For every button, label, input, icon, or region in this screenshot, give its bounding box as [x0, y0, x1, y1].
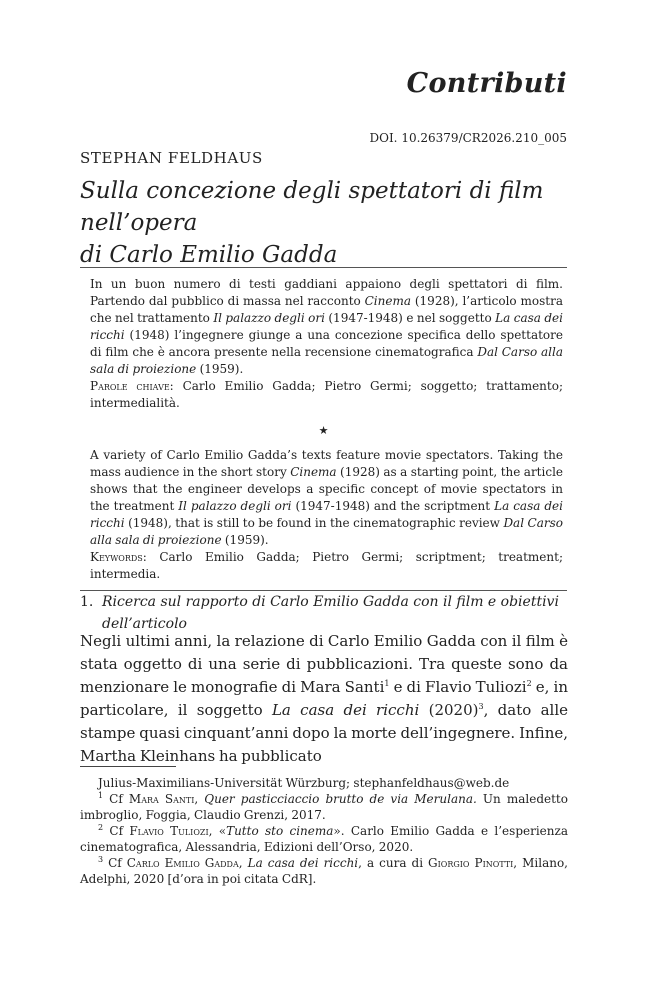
footnotes	[80, 775, 568, 887]
article-title-line-1: Sulla concezione degli spettatori di film nell’opera	[80, 178, 544, 236]
keywords-it: Carlo Emilio Gadda; Pietro Germi; soggetto; trattamento; intermedialità.	[90, 379, 563, 410]
keywords-label-en: Keywords:	[90, 550, 147, 564]
abstract-italian: In un buon numero di testi gaddiani appaiono degli spettatori di film. Partendo dal pubblico di massa nel racconto Cinema (1928), l’articolo mostra che nel trattamento Il palazzo degli ori (1947-1948) e nel soggetto La casa dei ricchi (1948) l’ingegnere giunge a una concezione specifica dello spettatore di film che è ancora presente nella recensione cinematografica Dal Carso alla sala di proiezione (1959). Parole chiave: Carlo Emilio Gadda; Pietro Germi; soggetto; trattamento; intermedialità.	[90, 277, 563, 410]
abstract-english: A variety of Carlo Emilio Gadda’s texts feature movie spectators. Taking the mass audience in the short story Cinema (1928) as a starting point, the article shows that the engineer develops a specific concept of movie spectators in the treatment Il palazzo degli ori (1947-1948) and the scriptment La casa dei ricchi (1948), that is still to be found in the cinematographic review Dal Carso alla sala di proiezione (1959). Keywords: Carlo Emilio Gadda; Pietro Germi; scriptment; treatment; intermedia.	[90, 448, 564, 581]
section-heading-text: Ricerca sul rapporto di Carlo Emilio Gadda con il film e obiettivi dell’articolo	[102, 594, 559, 632]
article-title-line-2: di Carlo Emilio Gadda	[80, 242, 338, 268]
footnote-ref-1[interactable]: 1	[384, 679, 390, 688]
author-name: STEPHAN FELDHAUS	[80, 149, 263, 167]
keywords-en: Carlo Emilio Gadda; Pietro Germi; scriptment; treatment; intermedia.	[90, 550, 563, 581]
section-heading	[80, 591, 568, 635]
author-affiliation: Julius-Maximilians-Universität Würzburg; stephanfeldhaus@web.de	[98, 776, 510, 790]
section-number: 1.	[80, 594, 94, 610]
journal-section-title: Contributi	[406, 68, 567, 99]
abstract-box	[80, 267, 567, 591]
doi: DOI. 10.26379/CR2026.210_005	[369, 131, 567, 145]
footnote-ref-2[interactable]: 2	[526, 679, 532, 688]
keywords-label-it: Parole chiave:	[90, 379, 174, 393]
footnote-2: $^2$ Cf Flavio Tuliozi, «Tutto sto cinema». Carlo Emilio Gadda e l’esperienza cinematografica, Alessandria, Edizioni dell’Orso, 2020.	[80, 823, 568, 854]
star-separator-icon: ★	[318, 424, 329, 437]
body-paragraph: Negli ultimi anni, la relazione di Carlo Emilio Gadda con il film è stata oggetto di una serie di pubblicazioni. Tra queste sono da menzionare le monografie di Mara Santi$^1$ e di Flavio Tuliozi$^2$ e, in particolare, il soggetto La casa dei ricchi $(2020)^3$, dato alle stampe quasi cinquant’anni dopo la morte dell’ingegnere. Infine, Martha Kleinhans ha pubblicato	[80, 632, 568, 765]
footnote-3: $^3$ Cf Carlo Emilio Gadda, La casa dei ricchi, a cura di Giorgio Pinotti, Milano, Adelphi, 2020 [d’ora in poi citata CdR].	[80, 855, 568, 886]
footnote-1: $^1$ Cf Mara Santi, Quer pasticciaccio brutto de via Merulana. Un maledetto imbroglio, Foggia, Claudio Grenzi, 2017.	[80, 791, 568, 822]
footnote-divider	[80, 766, 176, 767]
article-title	[80, 175, 580, 271]
footnote-ref-3[interactable]: 3	[478, 702, 484, 711]
